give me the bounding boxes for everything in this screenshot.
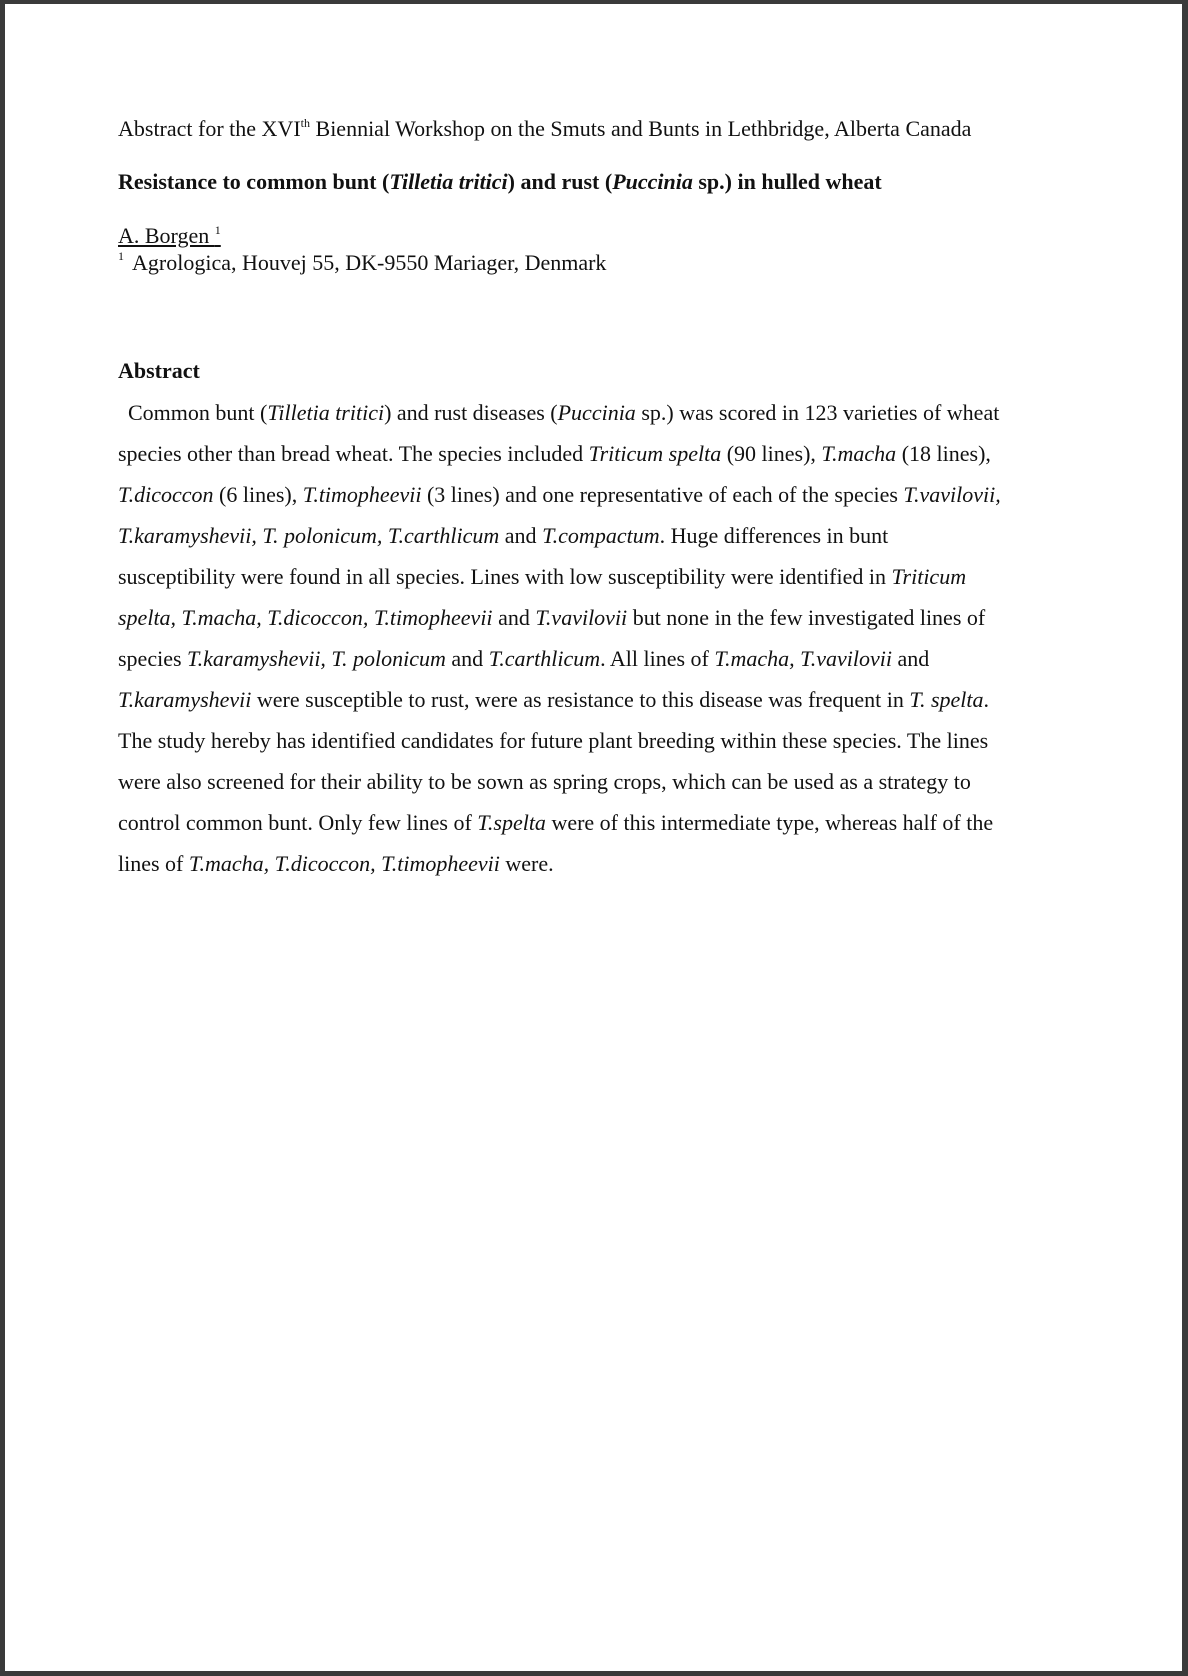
workshop-suffix: Biennial Workshop on the Smuts and Bunts in Lethbridge, Alberta Canada bbox=[310, 116, 972, 141]
abstract-text: species bbox=[118, 646, 188, 671]
author-name-text: A. Borgen bbox=[118, 223, 215, 248]
abstract-line bbox=[118, 638, 1118, 679]
title-part-1: Resistance to common bunt ( bbox=[118, 169, 390, 194]
abstract-text: (90 lines), bbox=[721, 441, 822, 466]
workshop-line bbox=[118, 114, 1118, 144]
abstract-italic-text: T.macha bbox=[821, 441, 897, 466]
workshop-ordinal-sup: th bbox=[300, 116, 311, 130]
abstract-line bbox=[118, 679, 1118, 720]
abstract-italic-text: T.vavilovii, bbox=[903, 482, 1001, 507]
abstract-italic-text: T.spelta bbox=[477, 810, 546, 835]
abstract-heading: Abstract bbox=[118, 358, 200, 383]
abstract-text: and bbox=[892, 646, 930, 671]
abstract-text: and bbox=[499, 523, 543, 548]
title-part-2: ) and rust ( bbox=[507, 169, 613, 194]
abstract-line bbox=[118, 761, 1118, 802]
abstract-italic-text: T.vavilovii bbox=[535, 605, 628, 630]
abstract-text: were of this intermediate type, whereas half of the bbox=[545, 810, 994, 835]
abstract-italic-text: T. spelta bbox=[909, 687, 984, 712]
abstract-text: were also screened for their ability to be sown as spring crops, which can be used as a strategy to bbox=[118, 769, 971, 794]
paper-title bbox=[118, 167, 1118, 197]
abstract-italic-text: T.karamyshevii, T. polonicum, T.carthlicum bbox=[118, 523, 500, 548]
title-part-3: sp.) in hulled wheat bbox=[692, 169, 882, 194]
abstract-text: sp.) was scored in 123 varieties of wheat bbox=[635, 400, 1000, 425]
abstract-text: (18 lines), bbox=[896, 441, 991, 466]
abstract-text: control common bunt. Only few lines of bbox=[118, 810, 478, 835]
abstract-text: lines of bbox=[118, 851, 189, 876]
abstract-body bbox=[118, 392, 1118, 884]
abstract-line bbox=[118, 802, 1118, 843]
author-line bbox=[118, 223, 1118, 249]
abstract-text: ) and rust diseases ( bbox=[384, 400, 558, 425]
affiliation-sup: 1 bbox=[118, 249, 124, 263]
title-italic-1: Tilletia tritici bbox=[389, 169, 508, 194]
title-italic-2: Puccinia bbox=[612, 169, 693, 194]
abstract-italic-text: T.macha, T.vavilovii bbox=[714, 646, 892, 671]
abstract-italic-text: Tilletia tritici bbox=[267, 400, 385, 425]
document-page bbox=[5, 4, 1182, 1671]
affiliation bbox=[118, 249, 1118, 277]
abstract-line bbox=[118, 720, 1118, 761]
abstract-italic-text: spelta, T.macha, T.dicoccon, T.timopheevii bbox=[118, 605, 493, 630]
workshop-prefix: Abstract for the XVI bbox=[118, 116, 301, 141]
abstract-text: . bbox=[983, 687, 990, 712]
abstract-line bbox=[118, 474, 1118, 515]
abstract-line bbox=[118, 556, 1118, 597]
abstract-text: The study hereby has identified candidates for future plant breeding within these species. The lines bbox=[118, 728, 989, 753]
abstract-italic-text: Triticum bbox=[891, 564, 967, 589]
abstract-italic-text: T.carthlicum bbox=[488, 646, 601, 671]
abstract-line bbox=[118, 515, 1118, 556]
abstract-text: and bbox=[492, 605, 536, 630]
abstract-italic-text: T.karamyshevii bbox=[118, 687, 252, 712]
abstract-text: and bbox=[445, 646, 489, 671]
abstract-line bbox=[118, 392, 1118, 433]
abstract-italic-text: Puccinia bbox=[557, 400, 636, 425]
abstract-italic-text: T.macha, T.dicoccon, T.timopheevii bbox=[188, 851, 500, 876]
author-sup: 1 bbox=[214, 223, 221, 237]
abstract-line bbox=[118, 843, 1118, 884]
abstract-italic-text: T.karamyshevii, T. polonicum bbox=[187, 646, 446, 671]
abstract-text: but none in the few investigated lines of bbox=[627, 605, 986, 630]
affiliation-text: Agrologica, Houvej 55, DK-9550 Mariager, Denmark bbox=[132, 250, 607, 275]
abstract-text: susceptibility were found in all species. Lines with low susceptibility were identified in bbox=[118, 564, 892, 589]
abstract-text: were susceptible to rust, were as resistance to this disease was frequent in bbox=[251, 687, 910, 712]
abstract-line bbox=[118, 597, 1118, 638]
abstract-text: (3 lines) and one representative of each of the species bbox=[421, 482, 904, 507]
abstract-italic-text: Triticum spelta bbox=[588, 441, 722, 466]
abstract-text: species other than bread wheat. The species included bbox=[118, 441, 589, 466]
abstract-text: Common bunt ( bbox=[128, 400, 268, 425]
document-content bbox=[118, 114, 1118, 884]
abstract-italic-text: T.dicoccon bbox=[118, 482, 214, 507]
abstract-text: . All lines of bbox=[600, 646, 715, 671]
abstract-italic-text: T.timopheevii bbox=[302, 482, 422, 507]
abstract-italic-text: T.compactum bbox=[542, 523, 660, 548]
abstract-text: were. bbox=[499, 851, 554, 876]
author-name bbox=[118, 223, 221, 248]
abstract-line bbox=[118, 433, 1118, 474]
abstract-text: (6 lines), bbox=[213, 482, 303, 507]
abstract-text: . Huge differences in bunt bbox=[659, 523, 889, 548]
